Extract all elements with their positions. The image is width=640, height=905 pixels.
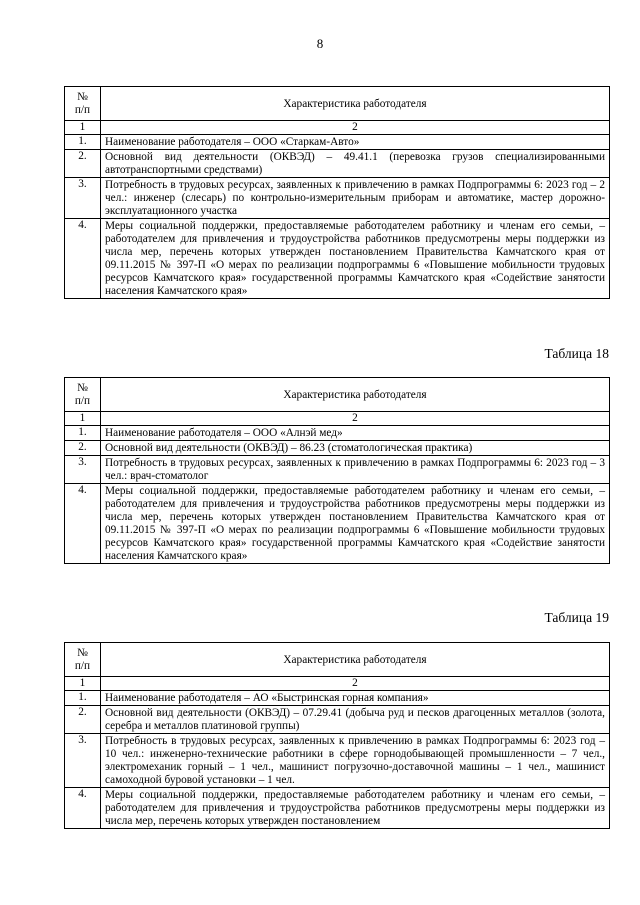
row-text: Основной вид деятельности (ОКВЭД) – 49.41.1 (перевозка грузов специализированными автотранспортными средствами) [101, 150, 610, 178]
row-number: 2. [65, 441, 101, 456]
column-number-header: № п/п [65, 378, 101, 412]
row-text: Наименование работодателя – ООО «Алнэй мед» [101, 426, 610, 441]
column-title-header: Характеристика работодателя [101, 643, 610, 677]
employer-table-19 [64, 642, 610, 829]
row-text: Потребность в трудовых ресурсах, заявленных к привлечению в рамках Подпрограммы 6: 2023 год – 2 чел.: инженер (слесарь) по контрольно-измерительным приборам и автоматике, мастер дорожно-эксплуатационного участка [101, 178, 610, 219]
row-text: Меры социальной поддержки, предоставляемые работодателем работнику и членам его семьи, – работодателем для привлечения и трудоустройства работников предусмотрены меры поддержки из числа мер, перечень которых утвержден постановлением Правительства Камчатского края от 09.11.2015 № 397-П «О мерах по реализации подпрограммы 6 «Повышение мобильности трудовых ресурсов Камчатского края» государственной программы Камчатского края «Содействие занятости населения Камчатского края» [101, 484, 610, 564]
table-row [65, 456, 610, 484]
table-row [65, 426, 610, 441]
table-header-row [65, 378, 610, 412]
index-row [65, 677, 610, 691]
index-cell: 2 [101, 677, 610, 691]
row-number: 2. [65, 150, 101, 178]
employer-table-18 [64, 377, 610, 564]
row-number: 4. [65, 788, 101, 829]
column-title-header: Характеристика работодателя [101, 87, 610, 121]
table-row [65, 734, 610, 788]
row-number: 1. [65, 135, 101, 150]
row-text: Основной вид деятельности (ОКВЭД) – 07.29.41 (добыча руд и песков драгоценных металлов (золота, серебра и металлов платиновой группы) [101, 706, 610, 734]
row-number: 2. [65, 706, 101, 734]
row-text: Потребность в трудовых ресурсах, заявленных к привлечению в рамках Подпрограммы 6: 2023 год – 10 чел.: инженерно-технические работники в сфере горнодобывающей промышленности – 7 чел., электромеханик горный – 1 чел., машинист погрузочно-доставочной машины – 1 чел., машинист самоходной буровой установки – 1 чел. [101, 734, 610, 788]
row-number: 3. [65, 178, 101, 219]
table-row [65, 135, 610, 150]
row-number: 1. [65, 691, 101, 706]
table-row [65, 788, 610, 829]
index-cell: 1 [65, 677, 101, 691]
row-text: Меры социальной поддержки, предоставляемые работодателем работнику и членам его семьи, – работодателем для привлечения и трудоустройства работников предусмотрены меры поддержки из числа мер, перечень которых утвержден постановлением Правительства Камчатского края от 09.11.2015 № 397-П «О мерах по реализации подпрограммы 6 «Повышение мобильности трудовых ресурсов Камчатского края» государственной программы Камчатского края «Содействие занятости населения Камчатского края» [101, 219, 610, 299]
row-text: Потребность в трудовых ресурсах, заявленных к привлечению в рамках Подпрограммы 6: 2023 год – 3 чел.: врач-стоматолог [101, 456, 610, 484]
row-number: 1. [65, 426, 101, 441]
index-cell: 2 [101, 412, 610, 426]
row-text: Основной вид деятельности (ОКВЭД) – 86.23 (стоматологическая практика) [101, 441, 610, 456]
table-row [65, 691, 610, 706]
row-text: Меры социальной поддержки, предоставляемые работодателем работнику и членам его семьи, – работодателем для привлечения и трудоустройства работников предусмотрены меры поддержки из числа мер, перечень которых утвержден постановлением [101, 788, 610, 829]
table-row [65, 178, 610, 219]
table-row [65, 219, 610, 299]
index-cell: 1 [65, 412, 101, 426]
row-number: 3. [65, 734, 101, 788]
row-number: 4. [65, 219, 101, 299]
table-caption: Таблица 18 [544, 346, 609, 361]
page-number: 8 [316, 36, 324, 51]
table-header-row [65, 643, 610, 677]
employer-table-1 [64, 86, 610, 299]
table-header-row [65, 87, 610, 121]
column-title-header: Характеристика работодателя [101, 378, 610, 412]
column-number-header: № п/п [65, 87, 101, 121]
row-text: Наименование работодателя – АО «Быстринская горная компания» [101, 691, 610, 706]
index-row [65, 412, 610, 426]
table-row [65, 484, 610, 564]
row-text: Наименование работодателя – ООО «Старкам-Авто» [101, 135, 610, 150]
table-row [65, 150, 610, 178]
column-number-header: № п/п [65, 643, 101, 677]
index-row [65, 121, 610, 135]
table-row [65, 706, 610, 734]
row-number: 4. [65, 484, 101, 564]
index-cell: 1 [65, 121, 101, 135]
table-row [65, 441, 610, 456]
table-caption: Таблица 19 [544, 610, 609, 625]
row-number: 3. [65, 456, 101, 484]
index-cell: 2 [101, 121, 610, 135]
